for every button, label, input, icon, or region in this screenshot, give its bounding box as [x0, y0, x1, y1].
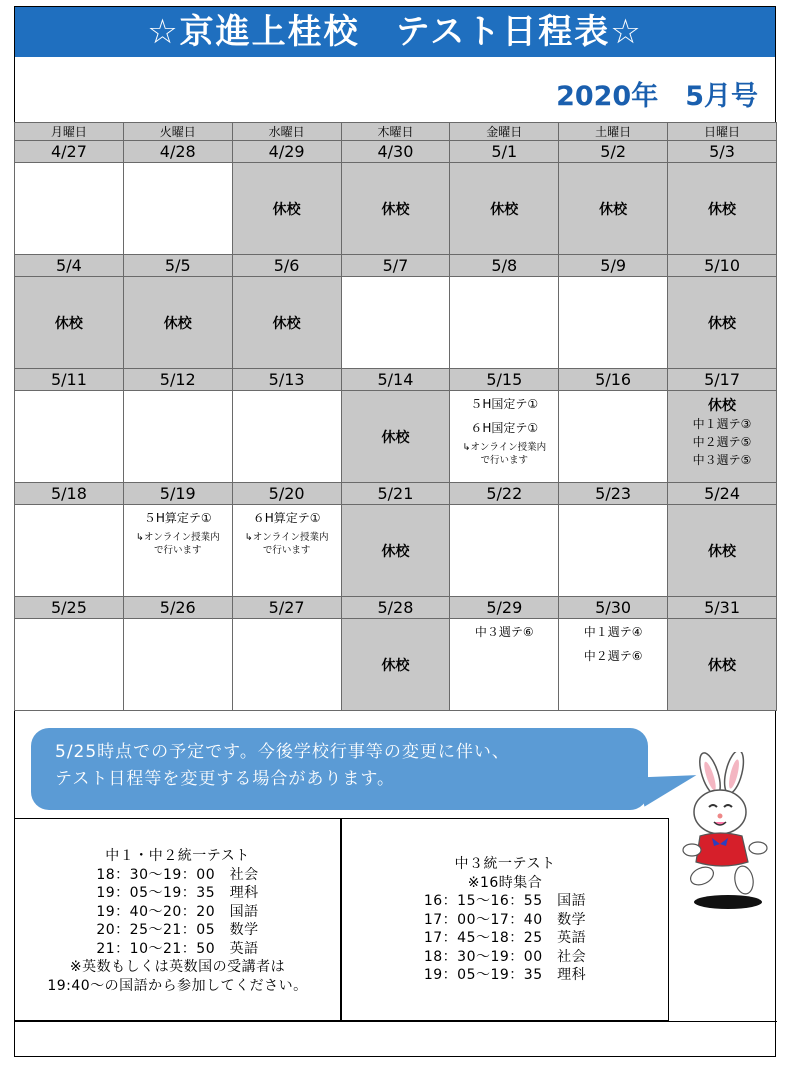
date-cell: 5/12	[123, 369, 232, 391]
date-cell: 5/21	[341, 483, 450, 505]
test-entry: 中２週テ⑤	[692, 435, 752, 449]
weekday-header: 日曜日	[668, 123, 777, 141]
date-cell: 5/4	[15, 255, 124, 277]
schedule-cell	[123, 391, 232, 483]
closed-label: 休校	[54, 315, 83, 332]
schedule-cell	[450, 505, 559, 597]
test-left-row: 21：10〜21：50 英語	[96, 940, 259, 957]
date-row	[15, 483, 777, 505]
weekday-header-row	[15, 123, 777, 141]
schedule-cell	[559, 391, 668, 483]
closed-label: 休校	[381, 201, 410, 218]
test-right-row: 19：05〜19：35 理科	[423, 967, 587, 983]
closed-label: 休校	[381, 429, 410, 446]
schedule-cell	[559, 619, 668, 711]
test-right-row: 18：30〜19：00 社会	[423, 948, 587, 965]
schedule-row	[15, 619, 777, 711]
test-box-junior12	[14, 818, 341, 1021]
date-cell: 5/16	[559, 369, 668, 391]
schedule-cell	[123, 505, 232, 597]
schedule-row	[15, 505, 777, 597]
date-cell: 5/18	[15, 483, 124, 505]
schedule-cell	[450, 277, 559, 369]
closed-label: 休校	[490, 201, 519, 218]
closed-label: 休校	[272, 201, 301, 218]
test-left-note: 19:40〜の国語から参加してください。	[47, 977, 308, 994]
page-title: ☆京進上桂校 テスト日程表☆	[15, 7, 775, 57]
test-entry: 中３週テ⑥	[474, 625, 534, 639]
test-right-row: 16：15〜16：55 国語	[423, 893, 587, 909]
date-cell: 5/9	[559, 255, 668, 277]
date-row	[15, 141, 777, 163]
date-cell: 5/27	[232, 597, 341, 619]
date-cell: 5/10	[668, 255, 777, 277]
closed-label: 休校	[599, 201, 628, 218]
schedule-cell	[341, 277, 450, 369]
closed-label: 休校	[163, 315, 192, 332]
schedule-cell	[15, 163, 124, 255]
weekday-header: 水曜日	[232, 123, 341, 141]
closed-day-cell	[668, 391, 777, 483]
test-entry: ５H国定テ①	[470, 397, 539, 411]
date-cell: 5/1	[450, 141, 559, 163]
closed-day-cell	[341, 391, 450, 483]
date-cell: 5/24	[668, 483, 777, 505]
closed-label: 休校	[381, 543, 410, 560]
date-cell: 5/5	[123, 255, 232, 277]
closed-label: 休校	[708, 398, 737, 414]
closed-label: 休校	[708, 657, 737, 674]
weekday-header: 金曜日	[450, 123, 559, 141]
online-note: ↳オンライン授業内で行います	[135, 532, 220, 556]
closed-day-cell	[668, 505, 777, 597]
test-left-note: ※英数もしくは英数国の受講者は	[69, 959, 286, 975]
schedule-cell	[232, 505, 341, 597]
closed-day-cell	[15, 277, 124, 369]
date-cell: 5/22	[450, 483, 559, 505]
schedule-cell	[123, 163, 232, 255]
date-cell: 5/26	[123, 597, 232, 619]
date-cell: 5/20	[232, 483, 341, 505]
date-cell: 5/19	[123, 483, 232, 505]
test-left-row: 18：30〜19：00 社会	[96, 866, 259, 883]
test-right-heading: 中３統一テスト	[454, 856, 556, 872]
schedule-row	[15, 163, 777, 255]
schedule-cell	[232, 391, 341, 483]
date-cell: 5/3	[668, 141, 777, 163]
test-right-row: 17：00〜17：40 数学	[423, 911, 587, 928]
test-entry: ６H国定テ①	[470, 421, 539, 435]
date-cell: 4/29	[232, 141, 341, 163]
test-entry: ５H算定テ①	[143, 511, 212, 525]
closed-day-cell	[668, 163, 777, 255]
closed-day-cell	[559, 163, 668, 255]
date-cell: 5/31	[668, 597, 777, 619]
closed-day-cell	[341, 163, 450, 255]
date-cell: 4/30	[341, 141, 450, 163]
test-box-junior3	[341, 818, 669, 1021]
online-note: ↳オンライン授業内で行います	[462, 442, 547, 466]
date-cell: 5/15	[450, 369, 559, 391]
closed-day-cell	[668, 619, 777, 711]
notice-line-1: 5/25時点での予定です。今後学校行事等の変更に伴い、	[55, 742, 510, 762]
closed-label: 休校	[381, 657, 410, 674]
schedule-row	[15, 277, 777, 369]
date-row	[15, 597, 777, 619]
date-cell: 5/11	[15, 369, 124, 391]
date-cell: 5/14	[341, 369, 450, 391]
notice-bubble	[31, 728, 648, 810]
date-row	[15, 255, 777, 277]
schedule-cell	[15, 505, 124, 597]
test-entry: 中１週テ④	[583, 625, 643, 639]
rabbit-mascot-icon	[672, 752, 778, 912]
closed-label: 休校	[708, 315, 737, 332]
date-cell: 5/17	[668, 369, 777, 391]
date-cell: 5/30	[559, 597, 668, 619]
date-cell: 5/8	[450, 255, 559, 277]
closed-day-cell	[668, 277, 777, 369]
date-cell: 5/29	[450, 597, 559, 619]
schedule-cell	[232, 619, 341, 711]
weekday-header: 月曜日	[15, 123, 124, 141]
date-cell: 4/28	[123, 141, 232, 163]
test-left-row: 20：25〜21：05 数学	[96, 922, 259, 938]
test-right-row: 17：45〜18：25 英語	[423, 930, 587, 946]
date-cell: 4/27	[15, 141, 124, 163]
bottom-divider	[14, 1021, 777, 1022]
schedule-cell	[450, 619, 559, 711]
closed-label: 休校	[708, 543, 737, 560]
test-entry: ６H算定テ①	[252, 511, 321, 525]
test-right-subheading: ※16時集合	[467, 874, 543, 891]
closed-day-cell	[123, 277, 232, 369]
closed-label: 休校	[272, 315, 301, 332]
test-left-row: 19：05〜19：35 理科	[96, 885, 259, 901]
schedule-cell	[15, 391, 124, 483]
date-cell: 5/13	[232, 369, 341, 391]
test-left-row: 19：40〜20：20 国語	[96, 903, 259, 920]
schedule-cell	[15, 619, 124, 711]
schedule-cell	[450, 391, 559, 483]
weekday-header: 木曜日	[341, 123, 450, 141]
schedule-row	[15, 391, 777, 483]
closed-day-cell	[232, 163, 341, 255]
issue-label: 2020年 5月号	[556, 81, 758, 112]
closed-day-cell	[450, 163, 559, 255]
schedule-cell	[559, 505, 668, 597]
test-entry: 中１週テ③	[692, 417, 752, 431]
date-cell: 5/23	[559, 483, 668, 505]
test-left-heading: 中１・中２統一テスト	[105, 848, 250, 864]
weekday-header: 土曜日	[559, 123, 668, 141]
date-cell: 5/7	[341, 255, 450, 277]
date-cell: 5/2	[559, 141, 668, 163]
date-cell: 5/6	[232, 255, 341, 277]
notice-line-2: テスト日程等を変更する場合があります。	[55, 769, 395, 789]
test-entry: 中３週テ⑤	[692, 453, 752, 467]
calendar	[14, 122, 777, 716]
closed-day-cell	[232, 277, 341, 369]
schedule-cell	[123, 619, 232, 711]
test-entry: 中２週テ⑥	[583, 649, 643, 663]
schedule-cell	[559, 277, 668, 369]
date-row	[15, 369, 777, 391]
closed-day-cell	[341, 505, 450, 597]
weekday-header: 火曜日	[123, 123, 232, 141]
online-note: ↳オンライン授業内で行います	[244, 532, 329, 556]
date-cell: 5/28	[341, 597, 450, 619]
date-cell: 5/25	[15, 597, 124, 619]
closed-label: 休校	[708, 201, 737, 218]
closed-day-cell	[341, 619, 450, 711]
calendar-table	[14, 122, 777, 711]
